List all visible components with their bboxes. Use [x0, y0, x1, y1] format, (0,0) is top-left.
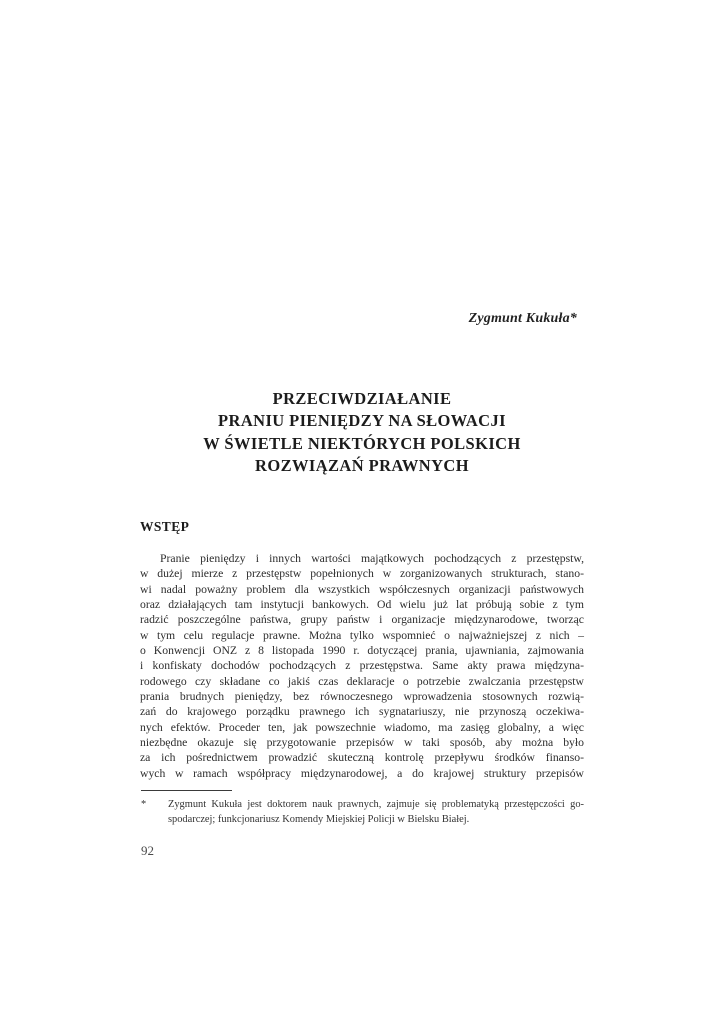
author-byline: Zygmunt Kukuła* — [468, 311, 577, 326]
footnote-line: Zygmunt Kukuła jest doktorem nauk prawnych, zajmuje się problematyką przestępczości go- — [168, 799, 584, 810]
paragraph-line: i konfiskaty dochodów pochodzących z przestępstwa. Same akty prawa międzyna- — [140, 659, 584, 673]
footnote — [141, 798, 584, 828]
footnote-line: spodarczej; funkcjonariusz Komendy Miejskiej Policji w Bielsku Białej. — [168, 813, 470, 825]
footnote-separator — [141, 790, 232, 791]
paragraph-line: w tym celu regulacje prawne. Można tylko wspomnieć o najważniejszej z nich – — [140, 628, 584, 642]
paragraph-line: w dużej mierze z przestępstw popełnionych w zorganizowanych strukturach, stano- — [140, 567, 584, 581]
footnote-marker: * — [141, 799, 147, 810]
paragraph-line: oraz działających tam instytucji bankowych. Od wielu już lat próbują sobie z tym — [140, 598, 584, 612]
section-heading-wstep: WSTĘP — [140, 519, 190, 534]
paragraph-line: wych w ramach współpracy międzynarodowej, a do krajowej struktury przepisów — [140, 766, 584, 780]
paragraph-line: za ich pośrednictwem prowadzić skuteczną kontrolę przepływu środków finanso- — [140, 751, 584, 765]
paragraph-line: niezbędne okazuje się przygotowanie przepisów w taki sposób, aby można było — [140, 736, 584, 750]
paragraph-line: rodowego czy składane co jakiś czas deklaracje o potrzebie zwalczania przestępstw — [140, 674, 584, 688]
body-paragraph — [140, 551, 584, 781]
paragraph-line: radzić poszczególne państwa, grupy państw i organizacje międzynarodowe, tworząc — [140, 613, 584, 627]
page-number: 92 — [141, 843, 154, 858]
title-line: PRANIU PIENIĘDZY NA SŁOWACJI — [218, 411, 506, 431]
title-line: W ŚWIETLE NIEKTÓRYCH POLSKICH — [203, 433, 521, 453]
article-title — [140, 388, 584, 478]
title-line: ROZWIĄZAŃ PRAWNYCH — [255, 456, 469, 476]
title-line: PRZECIWDZIAŁANIE — [272, 389, 452, 408]
paragraph-line: nych efektów. Proceder ten, jak powszechnie wiadomo, ma zasięg globalny, a więc — [140, 720, 584, 734]
paragraph-line: wi nadal poważny problem dla wszystkich współczesnych organizacji państwowych — [140, 582, 584, 596]
footnote-text — [168, 798, 584, 828]
paragraph-line: Pranie pieniędzy i innych wartości majątkowych pochodzących z przestępstw, — [160, 552, 584, 565]
paragraph-line: prania brudnych pieniędzy, bez równoczesnego wprowadzenia stosownych rozwią- — [140, 690, 584, 704]
paragraph-line: o Konwencji ONZ z 8 listopada 1990 r. dotyczącej prania, ujawniania, zajmowania — [140, 644, 584, 658]
paragraph-line: zań do krajowego porządku prawnego ich sygnatariuszy, nie przynoszą oczekiwa- — [140, 705, 584, 719]
